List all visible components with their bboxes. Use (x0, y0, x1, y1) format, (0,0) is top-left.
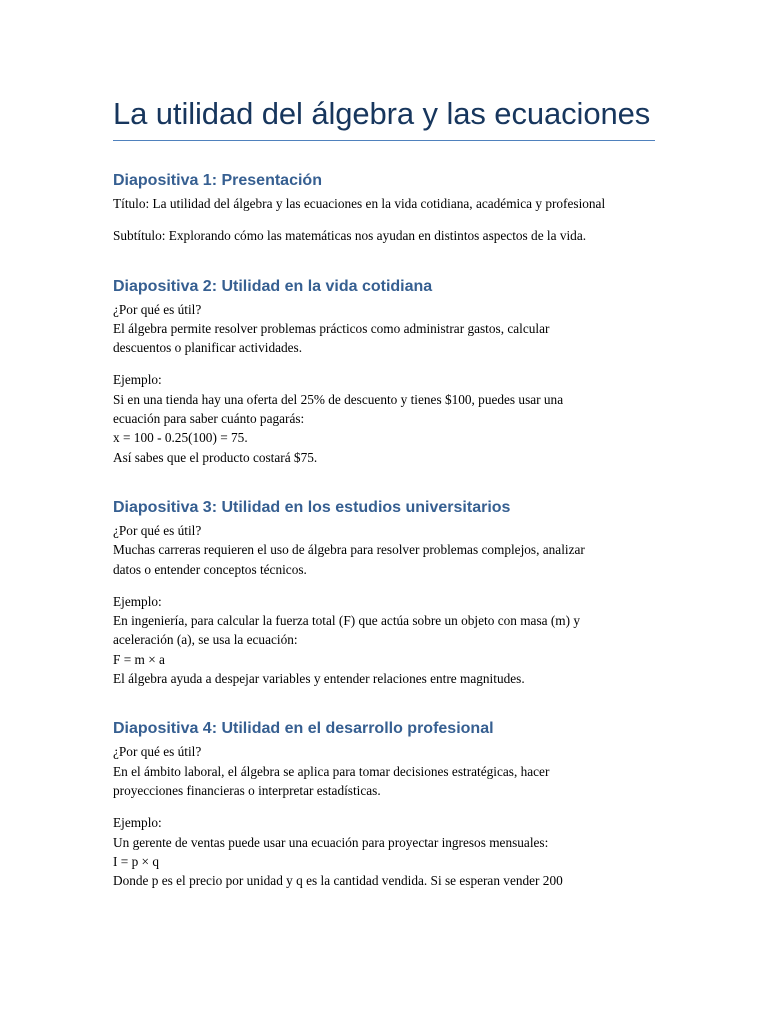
slide-1-heading: Diapositiva 1: Presentación (113, 172, 322, 189)
slide-1-paragraph-1 (113, 194, 655, 213)
document-title: La utilidad del álgebra y las ecuaciones (113, 92, 655, 141)
text-line: En ingeniería, para calcular la fuerza total (F) que actúa sobre un objeto con masa (m) y (113, 613, 581, 629)
slide-3-section (113, 497, 655, 688)
slide-4-paragraph-2 (113, 813, 655, 890)
slide-4-paragraph-1 (113, 742, 655, 800)
text-line: Subtítulo: Explorando cómo las matemáticas nos ayudan en distintos aspectos de la vida. (113, 228, 587, 244)
text-line: Si en una tienda hay una oferta del 25% de descuento y tienes $100, puedes usar una (113, 391, 564, 407)
slide-1-paragraph-2 (113, 226, 655, 245)
text-line: ecuación para saber cuánto pagarás: (113, 411, 305, 427)
slide-4-heading: Diapositiva 4: Utilidad en el desarrollo profesional (113, 720, 494, 738)
text-line: Así sabes que el producto costará $75. (113, 449, 318, 465)
text-line: El álgebra ayuda a despejar variables y entender relaciones entre magnitudes. (113, 671, 525, 687)
slide-1-section (113, 170, 655, 246)
text-line: En el ámbito laboral, el álgebra se aplica para tomar decisiones estratégicas, hacer (113, 763, 550, 779)
slide-3-paragraph-2 (113, 592, 655, 688)
text-line: Un gerente de ventas puede usar una ecuación para proyectar ingresos mensuales: (113, 834, 549, 850)
document-page (113, 92, 655, 890)
slide-4-section (113, 718, 655, 890)
text-line: datos o entender conceptos técnicos. (113, 561, 307, 577)
text-line: I = p × q (113, 853, 160, 869)
text-line: Título: La utilidad del álgebra y las ecuaciones en la vida cotidiana, académica y profesional (113, 196, 606, 211)
slide-2-heading: Diapositiva 2: Utilidad en la vida cotidiana (113, 277, 433, 295)
text-line: descuentos o planificar actividades. (113, 340, 303, 356)
text-line: ¿Por qué es útil? (113, 301, 202, 317)
text-line: ¿Por qué es útil? (113, 522, 202, 538)
text-line: El álgebra permite resolver problemas prácticos como administrar gastos, calcular (113, 320, 550, 336)
text-line: Donde p es el precio por unidad y q es la cantidad vendida. Si se esperan vender 200 (113, 873, 563, 889)
slide-2-section (113, 276, 655, 467)
text-line: F = m × a (113, 651, 165, 667)
text-line: ¿Por qué es útil? (113, 744, 202, 760)
slide-3-paragraph-1 (113, 521, 655, 579)
text-line: aceleración (a), se usa la ecuación: (113, 632, 298, 648)
text-line: Ejemplo: (113, 593, 162, 609)
text-line: Muchas carreras requieren el uso de álgebra para resolver problemas complejos, analizar (113, 542, 585, 558)
text-line: Ejemplo: (113, 815, 162, 831)
slide-2-paragraph-2 (113, 370, 655, 466)
text-line: Ejemplo: (113, 372, 162, 388)
slide-3-heading: Diapositiva 3: Utilidad en los estudios universitarios (113, 498, 511, 516)
text-line: x = 100 - 0.25(100) = 75. (113, 430, 248, 446)
slide-2-paragraph-1 (113, 300, 655, 358)
text-line: proyecciones financieras o interpretar estadísticas. (113, 782, 381, 798)
